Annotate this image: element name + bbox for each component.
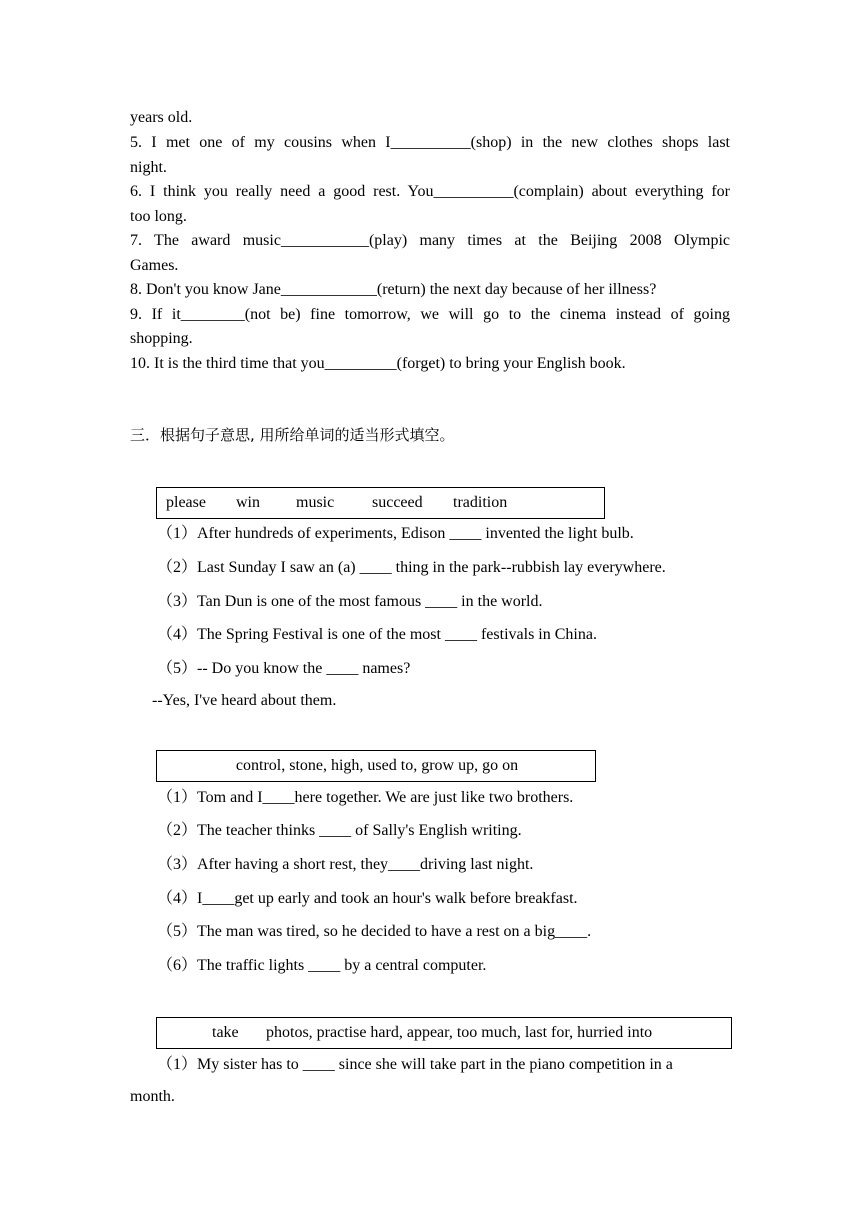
question-6: 6. I think you really need a good rest. You__________(complain) about everything for	[130, 183, 730, 200]
box1-item-5: （5）-- Do you know the ____ names?	[157, 660, 411, 677]
box1-item-2: （2）Last Sunday I saw an (a) ____ thing in the park--rubbish lay everywhere.	[157, 559, 666, 576]
word-tradition: tradition	[453, 494, 508, 511]
text-line: years old.	[130, 109, 193, 126]
question-7: 7. The award music___________(play) many times at the Beijing 2008 Olympic	[130, 232, 730, 249]
question-9: 9. If it________(not be) fine tomorrow, we will go to the cinema instead of going	[130, 306, 730, 323]
word-box-2	[156, 750, 596, 782]
word-succeed: succeed	[372, 494, 423, 511]
text-line: shopping.	[130, 330, 193, 347]
text-line: night.	[130, 159, 167, 176]
word-please: please	[166, 494, 206, 511]
box2-item-2: （2）The teacher thinks ____ of Sally's English writing.	[157, 822, 522, 839]
word-list-3: photos, practise hard, appear, too much, last for, hurried into	[266, 1024, 653, 1041]
box2-item-4: （4）I____get up early and took an hour's walk before breakfast.	[157, 890, 578, 907]
question-8: 8. Don't you know Jane____________(return) the next day because of her illness?	[130, 281, 657, 298]
word-box-3	[156, 1017, 732, 1049]
box2-item-5: （5）The man was tired, so he decided to have a rest on a big____.	[157, 923, 592, 940]
question-10: 10. It is the third time that you_________(forget) to bring your English book.	[130, 355, 626, 372]
word-list-2: control, stone, high, used to, grow up, go on	[235, 757, 519, 774]
box1-answer-line: --Yes, I've heard about them.	[152, 692, 337, 709]
box3-item-1-continued: month.	[130, 1088, 175, 1105]
question-5: 5. I met one of my cousins when I__________(shop) in the new clothes shops last	[130, 134, 730, 151]
box2-item-3: （3）After having a short rest, they____driving last night.	[157, 856, 534, 873]
box2-item-6: （6）The traffic lights ____ by a central computer.	[157, 957, 487, 974]
word-music: music	[296, 494, 335, 511]
word-win: win	[236, 494, 260, 511]
box1-item-4: （4）The Spring Festival is one of the most ____ festivals in China.	[157, 626, 597, 643]
box2-item-1: （1）Tom and I____here together. We are just like two brothers.	[157, 789, 574, 806]
word-box-1	[156, 487, 605, 519]
box1-item-1: （1）After hundreds of experiments, Edison ____ invented the light bulb.	[157, 525, 634, 542]
text-line: too long.	[130, 208, 187, 225]
text-line: Games.	[130, 257, 179, 274]
section-heading: 三．根据句子意思, 用所给单词的适当形式填空。	[130, 426, 455, 444]
word-take: take	[212, 1024, 239, 1041]
box1-item-3: （3）Tan Dun is one of the most famous ____ in the world.	[157, 593, 543, 610]
box3-item-1: （1）My sister has to ____ since she will take part in the piano competition in a	[157, 1056, 673, 1073]
